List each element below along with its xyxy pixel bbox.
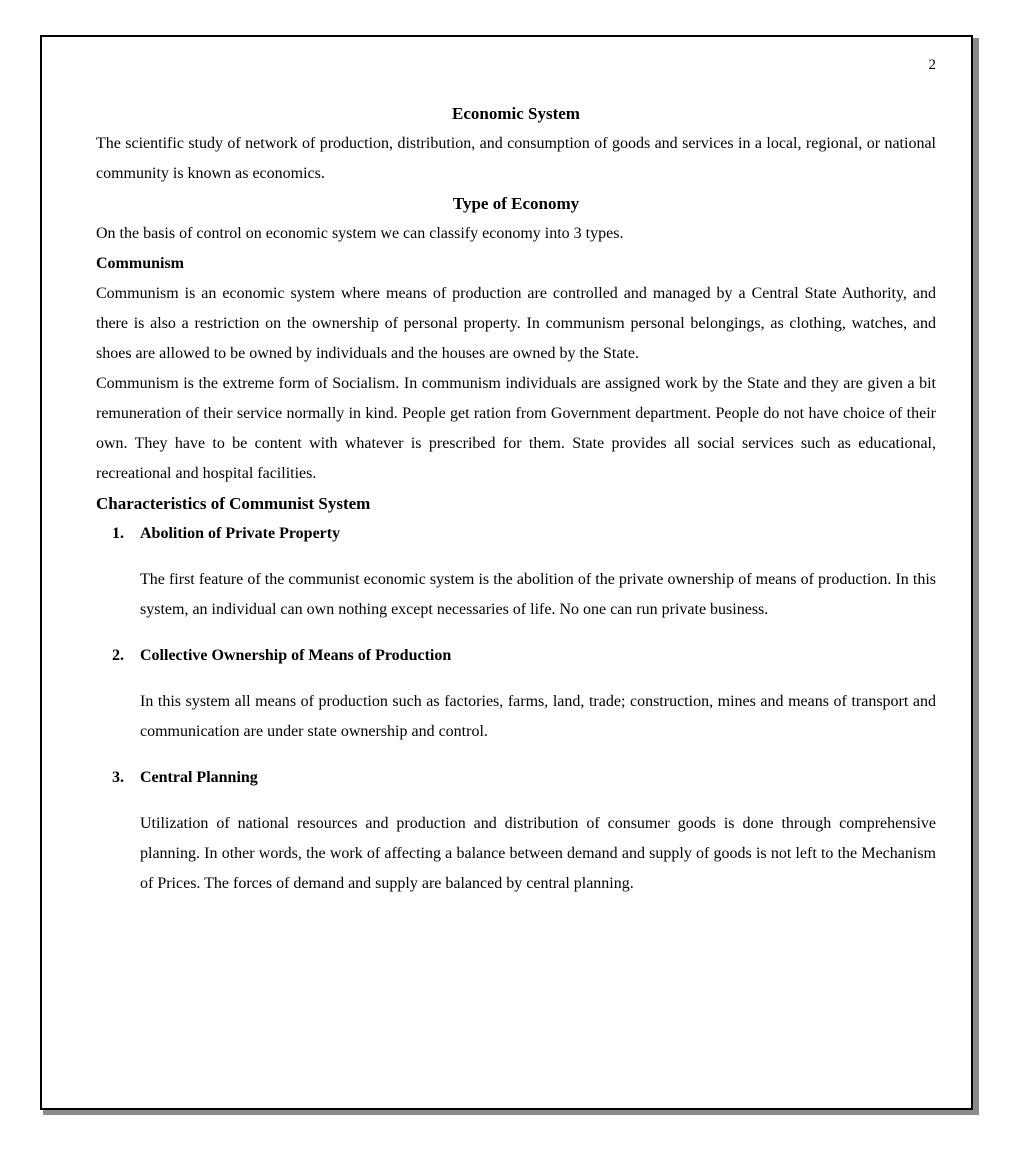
list-item-header	[96, 519, 936, 549]
type-of-economy-heading: Type of Economy	[452, 194, 580, 213]
characteristics-heading: Characteristics of Communist System	[96, 494, 371, 513]
page-title: Economic System	[452, 104, 580, 123]
list-item-body: Utilization of national resources and production and distribution of consumer goods is done through comprehensive planning. In other words, the work of affecting a balance between demand and supply of goods is not left to the Mechanism of Prices. The forces of demand and supply are balanced by central planning.	[140, 815, 936, 892]
list-item	[96, 641, 936, 747]
top-spacer	[96, 75, 936, 99]
communism-paragraph-2: Communism is the extreme form of Socialism. In communism individuals are assigned work by the State and they are given a bit remuneration of their service normally in kind. People get ration from Government department. People do not have choice of their own. They have to be content with whatever is prescribed for them. State provides all social services such as educational, recreational and hospital facilities.	[96, 375, 936, 482]
intro-paragraph: The scientific study of network of production, distribution, and consumption of goods and services in a local, regional, or national community is known as economics.	[96, 135, 936, 182]
list-item-title: Abolition of Private Property	[140, 525, 341, 542]
list-item	[96, 519, 936, 625]
page-number: 2	[928, 57, 936, 73]
type-of-economy-line: On the basis of control on economic system we can classify economy into 3 types.	[96, 225, 624, 242]
list-item-header	[96, 763, 936, 793]
page-content	[96, 45, 936, 915]
list-item	[96, 763, 936, 899]
list-item-body: In this system all means of production such as factories, farms, land, trade; construction, mines and means of transport and communication are under state ownership and control.	[140, 693, 936, 740]
communism-heading: Communism	[96, 255, 185, 272]
list-item-marker: 2.	[112, 647, 124, 664]
list-item-header	[96, 641, 936, 671]
list-item-body: The first feature of the communist economic system is the abolition of the private ownership of means of production. In this system, an individual can own nothing except necessaries of life. No one can run private business.	[140, 571, 936, 618]
characteristics-list	[96, 519, 936, 899]
list-item-marker: 3.	[112, 769, 124, 786]
list-item-title: Central Planning	[140, 769, 258, 786]
communism-paragraph-1: Communism is an economic system where means of production are controlled and managed by a Central State Authority, and there is also a restriction on the ownership of personal property. In communism personal belongings, as clothing, watches, and shoes are allowed to be owned by individuals and the houses are owned by the State.	[96, 285, 936, 362]
document-page	[40, 35, 973, 1110]
list-item-title: Collective Ownership of Means of Production	[140, 647, 452, 664]
list-item-marker: 1.	[112, 525, 124, 542]
